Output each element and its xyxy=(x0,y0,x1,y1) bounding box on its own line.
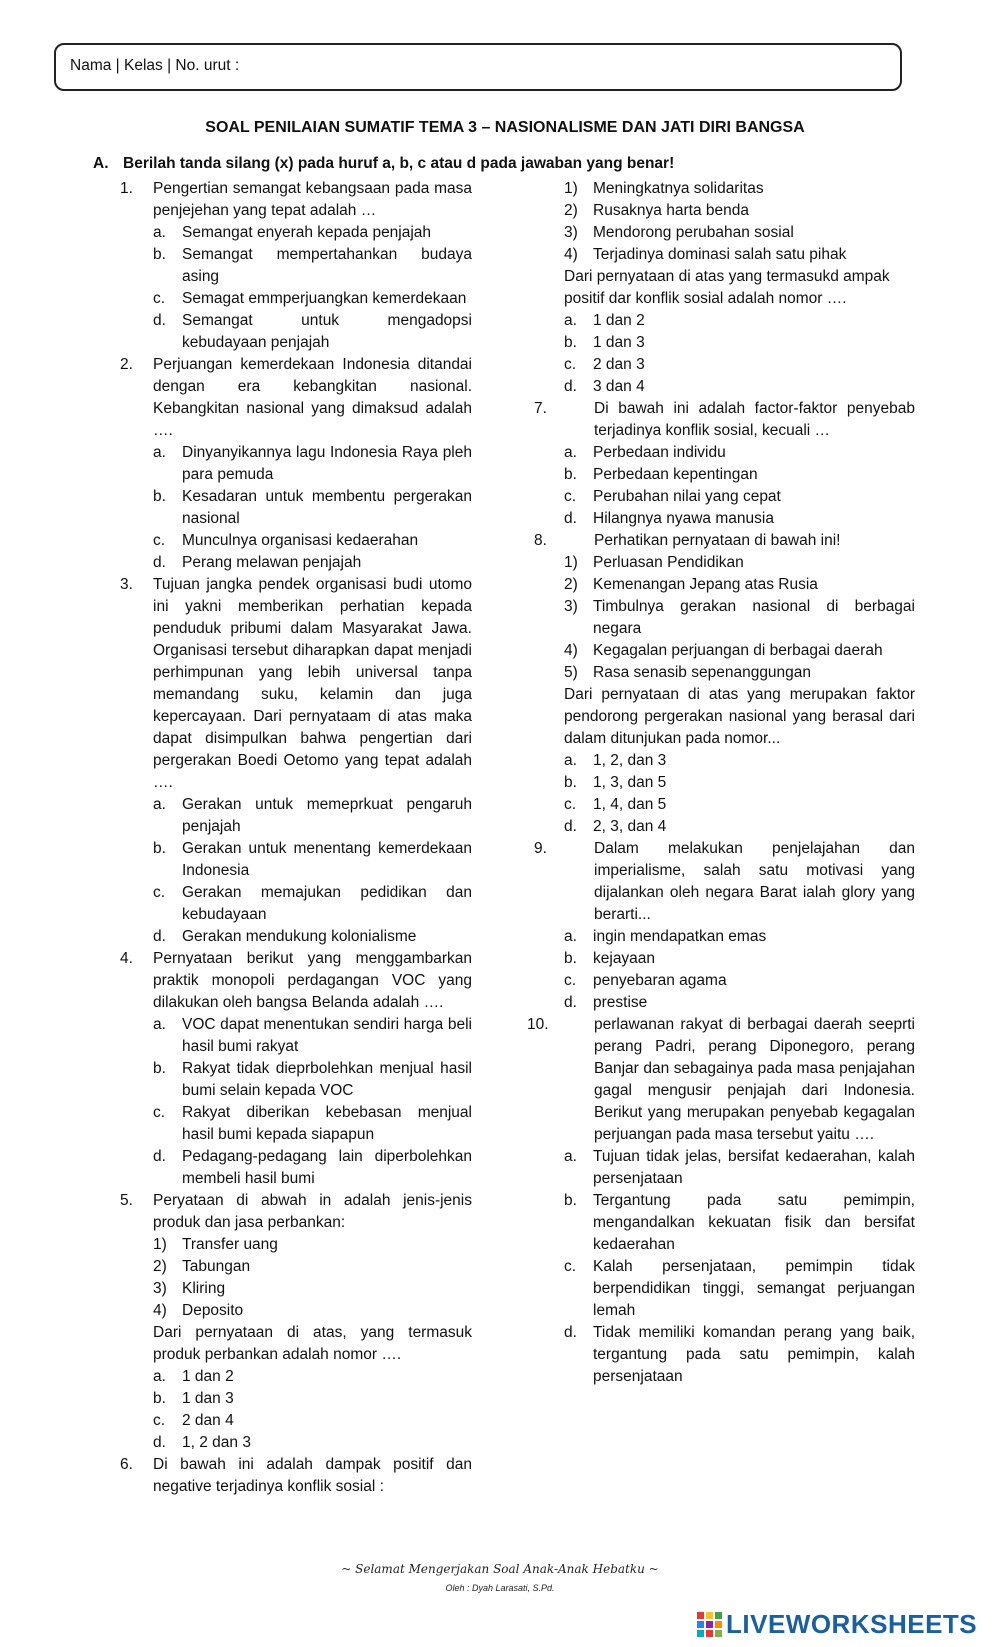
item-label: 1) xyxy=(564,554,578,571)
item-label: a. xyxy=(153,1368,166,1385)
item-text: Kesadaran untuk membentu pergerakan nasional xyxy=(182,488,472,527)
item-text: prestise xyxy=(593,994,648,1011)
item-text: Transfer uang xyxy=(182,1236,278,1253)
item-label: 4) xyxy=(564,246,578,263)
statement-item xyxy=(564,222,915,244)
question-text: Pengertian semangat kebangsaan pada masa penjejehan yang tepat adalah … xyxy=(153,180,472,219)
question-prompt: Dari pernyataan di atas, yang termasuk produk perbankan adalah nomor …. xyxy=(153,1324,472,1363)
item-label: b. xyxy=(153,488,166,505)
option-b[interactable] xyxy=(564,464,915,486)
question-3 xyxy=(120,574,472,948)
item-text: 3 dan 4 xyxy=(593,378,645,395)
statement-item xyxy=(153,1256,472,1278)
question-text: Tujuan jangka pendek organisasi budi utomo ini yakni memberikan perhatian kepada penduduk pribumi dalam Masyarakat Jawa. Organisasi tersebut diharapkan dapat menjadi perhimpunan yang lebih universal tanpa memandang suku, kelamin dan juga kepercayaan. Dari pernyataam di atas maka dapat disimpulkan bahwa pengertian dari pergerakan Boedi Oetomo yang tepat adalah …. xyxy=(153,576,472,791)
option-a[interactable] xyxy=(153,222,472,244)
option-b[interactable] xyxy=(153,244,472,288)
item-text: 2, 3, dan 4 xyxy=(593,818,667,835)
question-number: 3. xyxy=(120,576,133,593)
question-number: 9. xyxy=(534,840,547,857)
item-label: 2) xyxy=(564,202,578,219)
item-label: c. xyxy=(564,972,577,989)
item-label: c. xyxy=(153,290,166,307)
item-text: Timbulnya gerakan nasional di berbagai negara xyxy=(593,598,915,637)
question-6 xyxy=(120,1454,472,1498)
item-label: b. xyxy=(153,246,166,263)
item-text: Perang melawan penjajah xyxy=(182,554,362,571)
item-text: Dinyanyikannya lagu Indonesia Raya pleh para pemuda xyxy=(182,444,472,483)
item-label: 3) xyxy=(564,224,578,241)
question-2 xyxy=(120,354,472,574)
item-text: Semagat emmperjuangkan kemerdekaan xyxy=(182,290,467,307)
item-label: 1) xyxy=(153,1236,167,1253)
instruction-text: Berilah tanda silang (x) pada huruf a, b, c atau d pada jawaban yang benar! xyxy=(123,155,675,172)
item-label: 2) xyxy=(564,576,578,593)
option-c[interactable] xyxy=(153,1410,472,1432)
item-label: 4) xyxy=(564,642,578,659)
option-a[interactable] xyxy=(153,1366,472,1388)
item-text: Gerakan untuk memeprkuat pengaruh penjajah xyxy=(182,796,472,835)
question-number: 1. xyxy=(120,180,133,197)
option-c[interactable] xyxy=(564,354,915,376)
option-d[interactable] xyxy=(564,376,915,398)
item-text: Rasa senasib sepenanggungan xyxy=(593,664,812,681)
statement-item xyxy=(564,640,915,662)
option-a[interactable] xyxy=(564,1146,915,1190)
statement-item xyxy=(153,1300,472,1322)
item-text: Mendorong perubahan sosial xyxy=(593,224,794,241)
item-text: 2 dan 4 xyxy=(182,1412,234,1429)
question-text: Peryataan di abwah in adalah jenis-jenis produk dan jasa perbankan: xyxy=(153,1192,472,1231)
item-label: a. xyxy=(153,444,166,461)
section-instruction xyxy=(93,155,674,173)
item-label: d. xyxy=(564,378,577,395)
option-b[interactable] xyxy=(564,1190,915,1256)
item-label: a. xyxy=(564,444,577,461)
item-text: Semangat mempertahankan budaya asing xyxy=(182,246,472,285)
item-text: Pedagang-pedagang lain diperbolehkan membeli hasil bumi xyxy=(182,1148,472,1187)
item-label: b. xyxy=(153,840,166,857)
option-a[interactable] xyxy=(153,794,472,838)
item-label: 3) xyxy=(153,1280,167,1297)
option-b[interactable] xyxy=(564,772,915,794)
item-text: Perbedaan individu xyxy=(593,444,726,461)
item-label: c. xyxy=(153,532,166,549)
item-text: VOC dapat menentukan sendiri harga beli hasil bumi rakyat xyxy=(182,1016,472,1055)
option-a[interactable] xyxy=(153,1014,472,1058)
item-label: c. xyxy=(564,796,577,813)
item-label: 5) xyxy=(564,664,578,681)
question-number: 6. xyxy=(120,1456,133,1473)
item-label: b. xyxy=(153,1390,166,1407)
option-b[interactable] xyxy=(153,838,472,882)
question-text: Perjuangan kemerdekaan Indonesia ditandai dengan era kebangkitan nasional. Kebangkitan nasional yang dimaksud adalah …. xyxy=(153,356,472,439)
option-c[interactable] xyxy=(564,486,915,508)
option-b[interactable] xyxy=(564,332,915,354)
item-label: d. xyxy=(564,510,577,527)
item-label: d. xyxy=(153,928,166,945)
item-label: b. xyxy=(564,466,577,483)
item-text: Semangat untuk mengadopsi kebudayaan penjajah xyxy=(182,312,472,351)
item-text: 1 dan 2 xyxy=(182,1368,234,1385)
item-text: kejayaan xyxy=(593,950,656,967)
item-text: Kegagalan perjuangan di berbagai daerah xyxy=(593,642,883,659)
statement-item xyxy=(564,200,915,222)
item-label: 4) xyxy=(153,1302,167,1319)
option-b[interactable] xyxy=(564,948,915,970)
question-5 xyxy=(120,1190,472,1454)
item-text: Deposito xyxy=(182,1302,244,1319)
item-text: 1 dan 2 xyxy=(593,312,645,329)
item-label: 1) xyxy=(564,180,578,197)
item-label: b. xyxy=(564,950,577,967)
option-d[interactable] xyxy=(153,1146,472,1190)
option-d[interactable] xyxy=(564,1322,915,1388)
name-class-label: Nama | Kelas | No. urut : xyxy=(70,57,240,74)
option-c[interactable] xyxy=(153,882,472,926)
page-title: SOAL PENILAIAN SUMATIF TEMA 3 – NASIONALISME DAN JATI DIRI BANGSA xyxy=(205,119,805,136)
item-label: d. xyxy=(564,1324,577,1341)
item-text: Rusaknya harta benda xyxy=(593,202,749,219)
liveworksheets-logo[interactable] xyxy=(697,1609,977,1639)
item-text: 2 dan 3 xyxy=(593,356,645,373)
item-label: a. xyxy=(564,312,577,329)
question-text: Di bawah ini adalah factor-faktor penyebab terjadinya konflik sosial, kecuali … xyxy=(594,400,915,439)
question-10 xyxy=(527,1014,915,1146)
item-text: Gerakan untuk menentang kemerdekaan Indonesia xyxy=(182,840,472,879)
item-label: a. xyxy=(564,752,577,769)
option-c[interactable] xyxy=(564,794,915,816)
item-label: c. xyxy=(153,884,166,901)
question-text: perlawanan rakyat di berbagai daerah seeprti perang Padri, perang Diponegoro, perang Banjar dan sebagainya pada masa penjajahan gagal mengusir penjajah dari Indonesia. Berikut yang merupakan penyebab kegagalan perjuangan pada masa tersebut yaitu …. xyxy=(594,1016,915,1143)
item-label: a. xyxy=(564,1148,577,1165)
item-text: Perubahan nilai yang cepat xyxy=(593,488,781,505)
section-letter: A. xyxy=(93,155,109,172)
item-label: 2) xyxy=(153,1258,167,1275)
question-8 xyxy=(534,530,915,552)
option-b[interactable] xyxy=(153,486,472,530)
option-d[interactable] xyxy=(564,992,915,1014)
item-label: b. xyxy=(564,334,577,351)
item-label: d. xyxy=(153,554,166,571)
item-label: b. xyxy=(564,1192,577,1209)
item-text: 1 dan 3 xyxy=(593,334,645,351)
item-label: c. xyxy=(564,488,577,505)
item-label: d. xyxy=(564,818,577,835)
question-1 xyxy=(120,178,472,354)
item-label: a. xyxy=(564,928,577,945)
question-number: 10. xyxy=(527,1016,549,1033)
item-text: Kalah persenjataan, pemimpin tidak berpendidikan tinggi, semangat perjuangan lemah xyxy=(593,1258,915,1319)
question-text: Dalam melakukan penjelajahan dan imperialisme, salah satu motivasi yang dijalankan oleh negara Barat ialah glory yang berarti... xyxy=(594,840,915,923)
option-b[interactable] xyxy=(153,1388,472,1410)
item-text: Tergantung pada satu pemimpin, mengandalkan kekuatan fisik dan bersifat kedaerahan xyxy=(593,1192,915,1253)
item-label: d. xyxy=(564,994,577,1011)
option-b[interactable] xyxy=(153,1058,472,1102)
item-text: Perbedaan kepentingan xyxy=(593,466,758,483)
option-d[interactable] xyxy=(153,552,472,574)
item-label: d. xyxy=(153,1148,166,1165)
statement-item xyxy=(564,552,915,574)
item-label: c. xyxy=(153,1104,166,1121)
item-text: 1, 4, dan 5 xyxy=(593,796,667,813)
statement-item xyxy=(564,178,915,200)
option-c[interactable] xyxy=(564,1256,915,1322)
question-text: Di bawah ini adalah dampak positif dan negative terjadinya konflik sosial : xyxy=(153,1456,472,1495)
question-number: 8. xyxy=(534,532,547,549)
option-d[interactable] xyxy=(153,1432,472,1454)
question-4 xyxy=(120,948,472,1190)
logo-grid-icon xyxy=(697,1612,722,1637)
item-label: 3) xyxy=(564,598,578,615)
question-text: Pernyataan berikut yang menggambarkan praktik monopoli perdagangan VOC yang dilakukan oleh bangsa Belanda adalah …. xyxy=(153,950,472,1011)
question-number: 2. xyxy=(120,356,133,373)
item-text: Gerakan mendukung kolonialisme xyxy=(182,928,417,945)
option-c[interactable] xyxy=(564,970,915,992)
option-a[interactable] xyxy=(153,442,472,486)
item-text: Perluasan Pendidikan xyxy=(593,554,744,571)
question-7 xyxy=(534,398,915,442)
item-label: c. xyxy=(153,1412,166,1429)
item-text: Meningkatnya solidaritas xyxy=(593,180,764,197)
item-text: 1, 2, dan 3 xyxy=(593,752,667,769)
item-text: penyebaran agama xyxy=(593,972,727,989)
item-label: b. xyxy=(153,1060,166,1077)
item-label: d. xyxy=(153,312,166,329)
item-text: Gerakan memajukan pedidikan dan kebudayaan xyxy=(182,884,472,923)
item-text: ingin mendapatkan emas xyxy=(593,928,767,945)
option-d[interactable] xyxy=(153,310,472,354)
item-text: Munculnya organisasi kedaerahan xyxy=(182,532,419,549)
statement-item xyxy=(564,662,915,684)
item-label: a. xyxy=(153,1016,166,1033)
option-d[interactable] xyxy=(564,816,915,838)
option-c[interactable] xyxy=(153,530,472,552)
item-label: a. xyxy=(153,224,166,241)
right-column xyxy=(527,178,915,1388)
question-number: 7. xyxy=(534,400,547,417)
question-9 xyxy=(534,838,915,926)
item-label: c. xyxy=(564,1258,577,1275)
option-c[interactable] xyxy=(153,288,472,310)
item-text: Semangat enyerah kepada penjajah xyxy=(182,224,432,241)
item-text: 1, 2 dan 3 xyxy=(182,1434,251,1451)
statement-item xyxy=(153,1234,472,1256)
left-column xyxy=(120,178,472,1498)
statement-item xyxy=(564,596,915,640)
item-label: c. xyxy=(564,356,577,373)
item-label: a. xyxy=(153,796,166,813)
item-label: b. xyxy=(564,774,577,791)
option-a[interactable] xyxy=(564,310,915,332)
item-label: d. xyxy=(153,1434,166,1451)
item-text: Kemenangan Jepang atas Rusia xyxy=(593,576,818,593)
item-text: Rakyat diberikan kebebasan menjual hasil bumi kepada siapapun xyxy=(182,1104,472,1143)
question-prompt: Dari pernyataan di atas yang merupakan faktor pendorong pergerakan nasional yang berasal dari dalam ditunjukan pada nomor... xyxy=(564,686,915,747)
question-number: 4. xyxy=(120,950,133,967)
item-text: 1 dan 3 xyxy=(182,1390,234,1407)
question-number: 5. xyxy=(120,1192,133,1209)
option-d[interactable] xyxy=(153,926,472,948)
item-text: Tabungan xyxy=(182,1258,251,1275)
option-a[interactable] xyxy=(564,750,915,772)
statement-item xyxy=(564,244,915,266)
footer-author: Oleh : Dyah Larasati, S.Pd. xyxy=(445,1583,555,1593)
name-class-field[interactable] xyxy=(54,43,902,91)
question-text: Perhatikan pernyataan di bawah ini! xyxy=(594,532,841,549)
statement-item xyxy=(564,574,915,596)
item-text: Rakyat tidak dieprbolehkan menjual hasil bumi selain kepada VOC xyxy=(182,1060,472,1099)
item-text: 1, 3, dan 5 xyxy=(593,774,667,791)
footer-greeting: ~ Selamat Mengerjakan Soal Anak-Anak Hebatku ~ xyxy=(341,1562,659,1576)
item-text: Tidak memiliki komandan perang yang baik, tergantung pada satu pemimpin, kalah persenjataan xyxy=(593,1324,915,1385)
question-6-continued xyxy=(564,178,915,398)
option-a[interactable] xyxy=(564,442,915,464)
option-c[interactable] xyxy=(153,1102,472,1146)
item-text: Kliring xyxy=(182,1280,226,1297)
option-a[interactable] xyxy=(564,926,915,948)
item-text: Terjadinya dominasi salah satu pihak xyxy=(593,246,847,263)
question-prompt: Dari pernyataan di atas yang termasukd ampak positif dar konflik sosial adalah nomor …. xyxy=(564,268,890,307)
option-d[interactable] xyxy=(564,508,915,530)
item-text: Hilangnya nyawa manusia xyxy=(593,510,774,527)
statement-item xyxy=(153,1278,472,1300)
brand-name: LIVEWORKSHEETS xyxy=(726,1608,978,1639)
item-text: Tujuan tidak jelas, bersifat kedaerahan, kalah persenjataan xyxy=(593,1148,915,1187)
